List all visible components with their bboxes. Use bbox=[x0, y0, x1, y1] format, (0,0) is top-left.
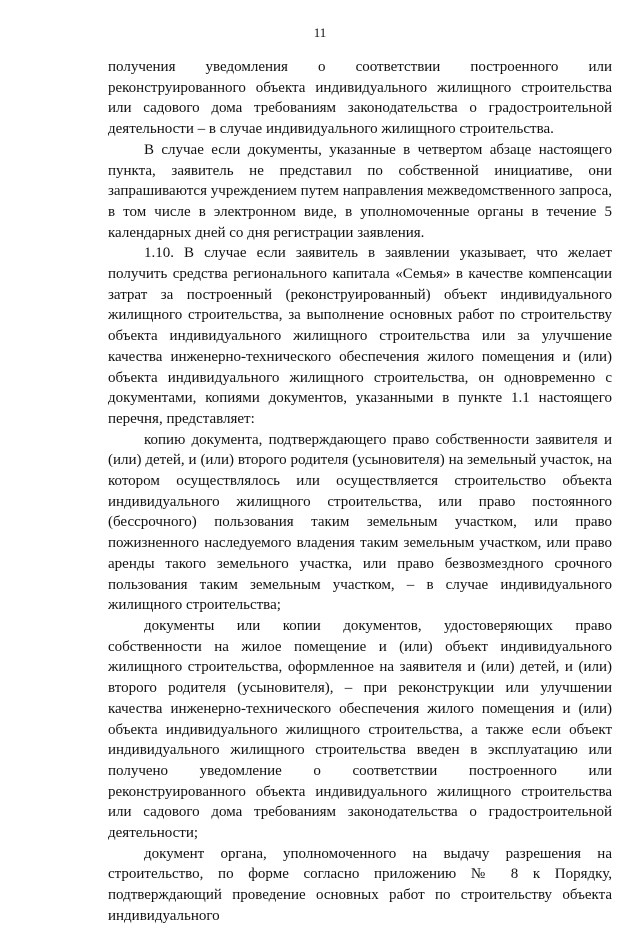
paragraph-clause-1-10: 1.10. В случае если заявитель в заявлении указывает, что желает получить средства регионального капитала «Семья» в качестве компенсации затрат за построенный (реконструированный) объект индивидуального жилищного строительства, за выполнение основных работ по строительству объекта индивидуального жилищного строительства или за улучшение качества инженерно-технического обеспечения жилого помещения и (или) объекта индивидуального жилищного строительства, он одновременно с документами, копиями документов, указанными в пункте 1.1 настоящего перечня, представляет: bbox=[108, 245, 612, 427]
paragraph-construction-authority-document: документ органа, уполномоченного на выдачу разрешения на строительство, по форме согласно приложению № 8 к Порядку, подтверждающий проведение основных работ по строительству объекта индивидуального bbox=[108, 845, 612, 924]
paragraph-continuation: получения уведомления о соответствии построенного или реконструированного объекта индивидуального жилищного строительства или садового дома требованиям законодательства о градостроительной деятельности – в случае индивидуального жилищного строительства. bbox=[108, 59, 612, 138]
paragraph-land-ownership-document: копию документа, подтверждающего право собственности заявителя и (или) детей, и (или) второго родителя (усыновителя) на земельный участок, на котором осуществлялось или осуществляется строительство объекта индивидуального жилищного строительства, или право постоянного (бессрочного) пользования таким земельным участком, или право пожизненного наследуемого владения таким земельным участком, или право аренды такого земельного участка, или право безвозмездного срочного пользования таким земельным участком, – в случае индивидуального жилищного строительства; bbox=[108, 431, 612, 614]
page-number: 11 bbox=[313, 25, 327, 40]
paragraph-interagency-request: В случае если документы, указанные в четвертом абзаце настоящего пункта, заявитель не представил по собственной инициативе, они запрашиваются учреждением путем направления межведомственного запроса, в том числе в электронном виде, в уполномоченные органы в течение 5 календарных дней со дня регистрации заявления. bbox=[108, 141, 612, 241]
document-body bbox=[108, 57, 612, 927]
paragraph-property-ownership-documents: документы или копии документов, удостоверяющих право собственности на жилое помещение и (или) объект индивидуального жилищного строительства, оформленное на заявителя и (или) детей, и (или) второго родителя (усыновителя), – при реконструкции или улучшении качества инженерно-технического обеспечения жилого помещения и (или) объекта индивидуального жилищного строительства, а также если объект индивидуального жилищного строительства введен в эксплуатацию или получено уведомление о соответствии построенного или реконструированного объекта индивидуального жилищного строительства или садового дома требованиям законодательства о градостроительной деятельности; bbox=[108, 617, 612, 842]
